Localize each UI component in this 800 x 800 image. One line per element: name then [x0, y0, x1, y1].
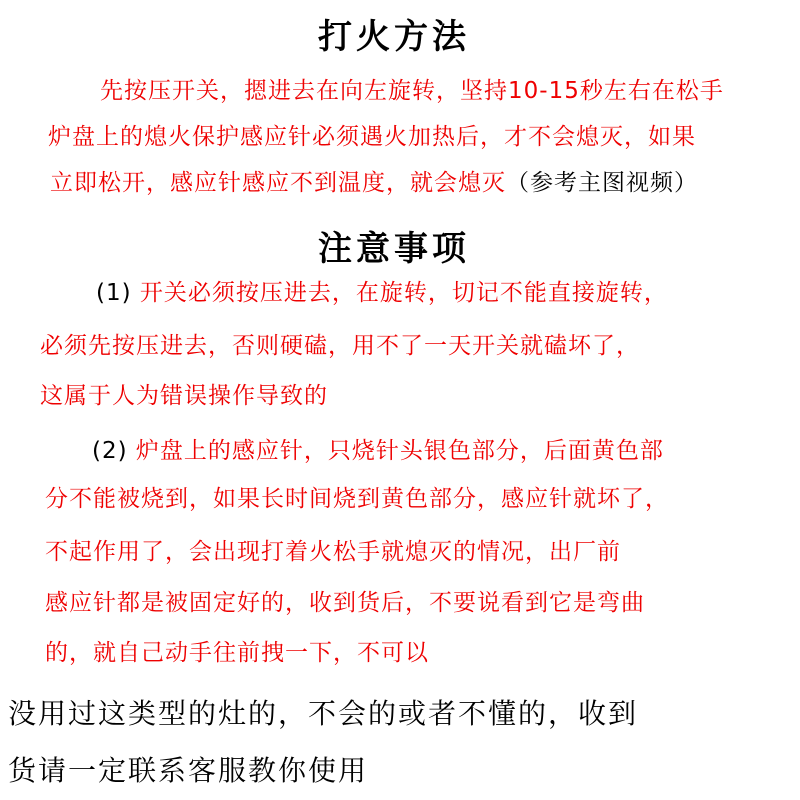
precautions-title: 注意事项 [318, 229, 470, 269]
video-reference-note: （参考主图视频） [506, 170, 698, 196]
footer-line-2: 货请一定联系客服教你使用 [8, 754, 369, 787]
item2-line-5: 的，就自己动手往前拽一下，不可以 [45, 640, 429, 666]
item1-line-2: 必须先按压进去，否则硬磕，用不了一天开关就磕坏了， [40, 333, 640, 359]
ignition-line-1: 先按压开关，摁进去在向左旋转，坚持10-15秒左右在松手 [100, 78, 724, 104]
item2-line-4: 感应针都是被固定好的，收到货后，不要说看到它是弯曲 [45, 590, 645, 616]
ignition-method-title: 打火方法 [318, 17, 470, 57]
item2-line-3: 不起作用了，会出现打着火松手就熄灭的情况，出厂前 [45, 539, 621, 565]
item1-line-1 [96, 282, 668, 305]
ignition-line-3 [50, 172, 698, 195]
item2-number: (2) [92, 438, 136, 464]
ignition-line-3-text: 立即松开，感应针感应不到温度，就会熄灭 [50, 170, 506, 196]
item2-line-1 [92, 440, 664, 463]
item1-number: (1) [96, 280, 140, 306]
item2-line-1-text: 炉盘上的感应针，只烧针头银色部分，后面黄色部 [135, 438, 664, 464]
ignition-line-2: 炉盘上的熄火保护感应针必须遇火加热后，才不会熄灭，如果 [48, 124, 696, 150]
item1-line-1-text: 开关必须按压进去，在旋转，切记不能直接旋转， [139, 280, 668, 306]
footer-line-1: 没用过这类型的灶的，不会的或者不懂的，收到 [8, 697, 639, 730]
item2-line-2: 分不能被烧到，如果长时间烧到黄色部分，感应针就坏了， [45, 486, 669, 512]
item1-line-3: 这属于人为错误操作导致的 [40, 383, 328, 409]
